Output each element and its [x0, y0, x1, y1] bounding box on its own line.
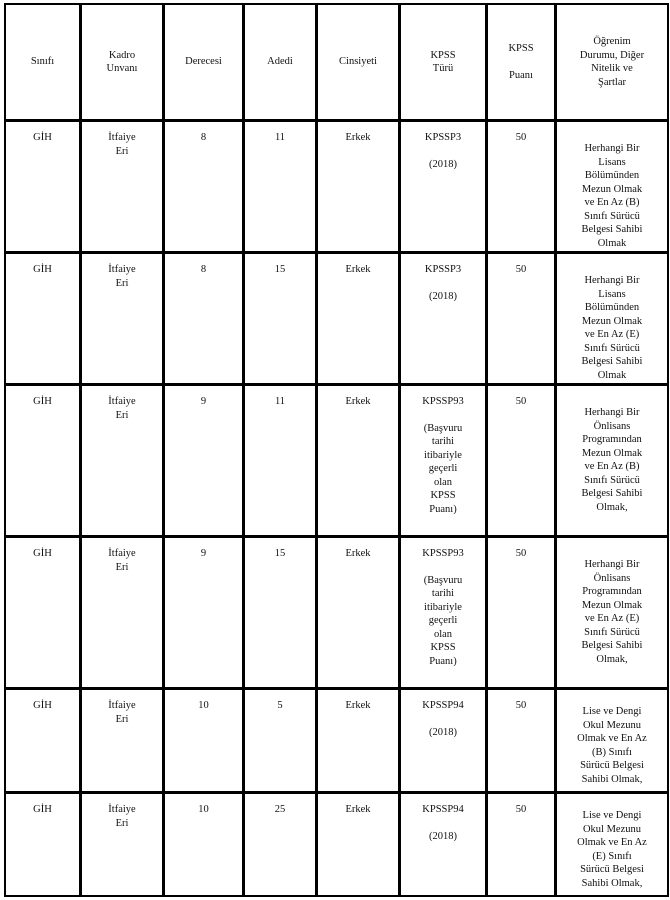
cell-unvan: [81, 689, 164, 793]
kpss-turu-value: KPSSP93: [422, 396, 464, 407]
sart-line: Herhangi Bir: [584, 275, 640, 286]
sart-line: Belgesi Sahibi: [581, 224, 643, 235]
sart-line: Sınıfı Sürücü: [584, 210, 640, 222]
header-adedi-text: Adedi: [267, 56, 293, 68]
sinifi-value: GİH: [33, 804, 52, 815]
derece-value: 10: [198, 804, 209, 815]
cell-adet: [244, 689, 317, 793]
cell-puan: [487, 253, 556, 385]
cell-puan: [487, 385, 556, 537]
sart-line: Lise ve Dengi: [582, 706, 642, 717]
cell-unvan: [81, 537, 164, 689]
sart-line: Olmak: [597, 369, 627, 381]
cinsiyet-value: Erkek: [345, 804, 371, 815]
derece-value: 8: [200, 132, 207, 143]
kpss-note-line: Puanı): [429, 503, 457, 515]
cell-sinifi: [5, 121, 81, 253]
header-kpss-puani-line-1: KPSS: [508, 43, 534, 54]
unvan-line-2: Eri: [115, 561, 129, 573]
adet-value: 5: [277, 700, 283, 711]
header-kpss-turu-line-1: KPSS: [430, 49, 456, 61]
cell-sartlar: [556, 689, 669, 793]
sinifi-value: GİH: [33, 700, 52, 711]
cell-puan: [487, 793, 556, 897]
cell-sartlar: [556, 121, 669, 253]
table-row: [5, 793, 669, 897]
sart-line: Herhangi Bir: [584, 143, 640, 154]
header-kadro-unvani: [81, 4, 164, 121]
header-sinifi-text: Sınıfı: [30, 56, 55, 68]
sart-line: Herhangi Bir: [584, 559, 640, 570]
kpss-note-line: geçerli: [428, 615, 458, 626]
sart-line: Belgesi Sahibi: [581, 356, 643, 367]
sinifi-value: GİH: [33, 396, 52, 407]
cell-sinifi: [5, 537, 81, 689]
unvan-line-2: Eri: [115, 409, 129, 421]
header-kadro-line-1: Kadro: [108, 49, 136, 61]
sart-line: Mezun Olmak: [581, 315, 643, 327]
header-adedi: [244, 4, 317, 121]
unvan-line-1: İtfaiye: [108, 548, 136, 559]
unvan-line-2: Eri: [115, 817, 129, 829]
derece-value: 10: [198, 700, 209, 711]
cell-adet: [244, 793, 317, 897]
cell-cinsiyet: [317, 385, 400, 537]
cell-kpss-turu: [400, 253, 487, 385]
sinifi-value: GİH: [33, 264, 52, 275]
kadro-table: [4, 3, 669, 897]
puan-value: 50: [515, 804, 527, 815]
sart-line: Sahibi Olmak,: [581, 877, 643, 889]
kpss-yil-value: (2018): [429, 726, 457, 738]
cell-kpss-turu: [400, 385, 487, 537]
kpss-turu-value: KPSSP3: [424, 264, 462, 275]
cell-derece: [164, 689, 244, 793]
sart-line: Önlisans: [593, 420, 631, 432]
cell-kpss-turu: [400, 121, 487, 253]
table-row: [5, 385, 669, 537]
cell-kpss-turu: [400, 537, 487, 689]
cell-sartlar: [556, 537, 669, 689]
header-derecesi-text: Derecesi: [185, 56, 222, 68]
sart-line: Sahibi Olmak,: [581, 773, 643, 785]
header-derecesi: [164, 4, 244, 121]
sart-line: Sınıfı Sürücü: [584, 474, 640, 486]
cell-cinsiyet: [317, 793, 400, 897]
sinifi-value: GİH: [33, 548, 52, 559]
sart-line: Bölümünden: [584, 302, 640, 313]
sart-line: Mezun Olmak: [581, 447, 643, 459]
cell-adet: [244, 385, 317, 537]
cell-puan: [487, 121, 556, 253]
kpss-note-line: olan: [433, 476, 453, 488]
kadro-table-page: [4, 3, 668, 897]
cell-adet: [244, 537, 317, 689]
header-ogrenim-durumu: [556, 4, 669, 121]
header-kpss-puani: [487, 4, 556, 121]
derece-value: 8: [200, 264, 207, 275]
derece-value: 9: [200, 396, 207, 407]
cell-sinifi: [5, 793, 81, 897]
sart-line: Sürücü Belgesi: [580, 760, 644, 771]
cell-derece: [164, 121, 244, 253]
adet-value: 15: [274, 548, 286, 559]
cell-kpss-turu: [400, 793, 487, 897]
cell-derece: [164, 793, 244, 897]
sart-line: Olmak ve En Az: [577, 733, 647, 744]
header-kadro-line-2: Unvanı: [106, 63, 138, 74]
header-sinifi: [5, 4, 81, 121]
sart-line: Önlisans: [593, 572, 631, 584]
cell-adet: [244, 121, 317, 253]
sart-line: Belgesi Sahibi: [581, 640, 643, 651]
cell-unvan: [81, 385, 164, 537]
kpss-turu-value: KPSSP94: [422, 700, 464, 711]
kpss-note-line: itibariyle: [424, 449, 462, 461]
unvan-line-2: Eri: [115, 145, 129, 157]
kpss-note-line: (Başvuru: [423, 422, 463, 434]
cell-unvan: [81, 121, 164, 253]
sart-line: Programından: [582, 434, 642, 445]
kpss-yil-value: (2018): [429, 830, 457, 842]
sart-line: Mezun Olmak: [581, 183, 643, 195]
kpss-turu-value: KPSSP93: [422, 548, 464, 559]
table-row: [5, 121, 669, 253]
cell-derece: [164, 537, 244, 689]
sart-line: Olmak: [597, 237, 627, 249]
sart-line: ve En Az (B): [584, 461, 640, 472]
sart-line: Okul Mezunu: [582, 823, 642, 835]
cell-puan: [487, 689, 556, 793]
kpss-note-line: olan: [433, 628, 453, 640]
kpss-note-line: geçerli: [428, 463, 458, 474]
puan-value: 50: [515, 264, 527, 275]
puan-value: 50: [515, 132, 527, 143]
sinifi-value: GİH: [33, 132, 52, 143]
cell-unvan: [81, 253, 164, 385]
sart-line: Olmak,: [596, 501, 628, 513]
sart-line: Lisans: [598, 288, 626, 300]
cell-cinsiyet: [317, 537, 400, 689]
kpss-turu-value: KPSSP3: [424, 132, 462, 143]
kpss-note-line: tarihi: [431, 588, 455, 599]
cell-sartlar: [556, 385, 669, 537]
sart-line: Sınıfı Sürücü: [584, 342, 640, 354]
sart-line: Olmak ve En Az: [577, 837, 647, 848]
header-kpss-turu-line-2: Türü: [432, 63, 454, 74]
sart-line: Belgesi Sahibi: [581, 488, 643, 499]
cell-sartlar: [556, 793, 669, 897]
header-cinsiyeti: [317, 4, 400, 121]
unvan-line-2: Eri: [115, 713, 129, 725]
cell-kpss-turu: [400, 689, 487, 793]
unvan-line-1: İtfaiye: [108, 132, 136, 143]
kpss-note-line: (Başvuru: [423, 574, 463, 586]
cell-unvan: [81, 793, 164, 897]
sart-line: Okul Mezunu: [582, 719, 642, 731]
cinsiyet-value: Erkek: [345, 548, 371, 559]
sart-line: ve En Az (B): [584, 197, 640, 208]
sart-line: Bölümünden: [584, 170, 640, 181]
sart-line: Sınıfı Sürücü: [584, 626, 640, 638]
puan-value: 50: [515, 396, 527, 407]
header-ogrenim-line-3: Nitelik ve: [591, 63, 633, 74]
unvan-line-2: Eri: [115, 277, 129, 289]
sart-line: ve En Az (E): [584, 613, 640, 624]
cinsiyet-value: Erkek: [345, 132, 371, 143]
sart-line: Sürücü Belgesi: [580, 864, 644, 875]
cell-sinifi: [5, 689, 81, 793]
sart-line: Olmak,: [596, 653, 628, 665]
cell-adet: [244, 253, 317, 385]
sart-line: Mezun Olmak: [581, 599, 643, 611]
kpss-note-line: KPSS: [430, 490, 456, 501]
kpss-yil-value: (2018): [429, 290, 457, 302]
kpss-turu-value: KPSSP94: [422, 804, 464, 815]
cell-cinsiyet: [317, 689, 400, 793]
cell-sartlar: [556, 253, 669, 385]
table-row: [5, 253, 669, 385]
unvan-line-1: İtfaiye: [108, 264, 136, 275]
sart-line: (B) Sınıfı: [592, 746, 632, 758]
kpss-note-line: Puanı): [429, 655, 457, 667]
unvan-line-1: İtfaiye: [108, 396, 136, 407]
unvan-line-1: İtfaiye: [108, 804, 136, 815]
cell-puan: [487, 537, 556, 689]
adet-value: 25: [274, 804, 286, 815]
cell-sinifi: [5, 385, 81, 537]
cinsiyet-value: Erkek: [345, 396, 371, 407]
sart-line: Programından: [582, 586, 642, 597]
adet-value: 11: [274, 132, 286, 143]
cinsiyet-value: Erkek: [345, 700, 371, 711]
header-kpss-puani-line-2: Puanı: [509, 69, 533, 81]
header-ogrenim-line-4: Şartlar: [598, 76, 626, 88]
adet-value: 15: [274, 264, 286, 275]
kpss-note-line: tarihi: [431, 436, 455, 447]
kpss-note-line: KPSS: [430, 642, 456, 653]
puan-value: 50: [515, 700, 527, 711]
cell-cinsiyet: [317, 253, 400, 385]
puan-value: 50: [515, 548, 527, 559]
cinsiyet-value: Erkek: [345, 264, 371, 275]
kpss-yil-value: (2018): [429, 158, 457, 170]
sart-line: Lisans: [598, 156, 626, 168]
adet-value: 11: [274, 396, 286, 407]
header-ogrenim-line-2: Durumu, Diğer: [579, 49, 645, 61]
cell-derece: [164, 253, 244, 385]
cell-sinifi: [5, 253, 81, 385]
kpss-note-line: itibariyle: [424, 601, 462, 613]
cell-cinsiyet: [317, 121, 400, 253]
sart-line: Lise ve Dengi: [582, 810, 642, 821]
table-row: [5, 537, 669, 689]
header-kpss-turu: [400, 4, 487, 121]
derece-value: 9: [200, 548, 207, 559]
header-ogrenim-line-1: Öğrenim: [593, 36, 631, 47]
table-row: [5, 689, 669, 793]
sart-line: Herhangi Bir: [584, 407, 640, 418]
cell-derece: [164, 385, 244, 537]
table-header-row: [5, 4, 669, 121]
header-cinsiyeti-text: Cinsiyeti: [339, 56, 377, 68]
unvan-line-1: İtfaiye: [108, 700, 136, 711]
sart-line: (E) Sınıfı: [592, 850, 632, 862]
sart-line: ve En Az (E): [584, 329, 640, 340]
